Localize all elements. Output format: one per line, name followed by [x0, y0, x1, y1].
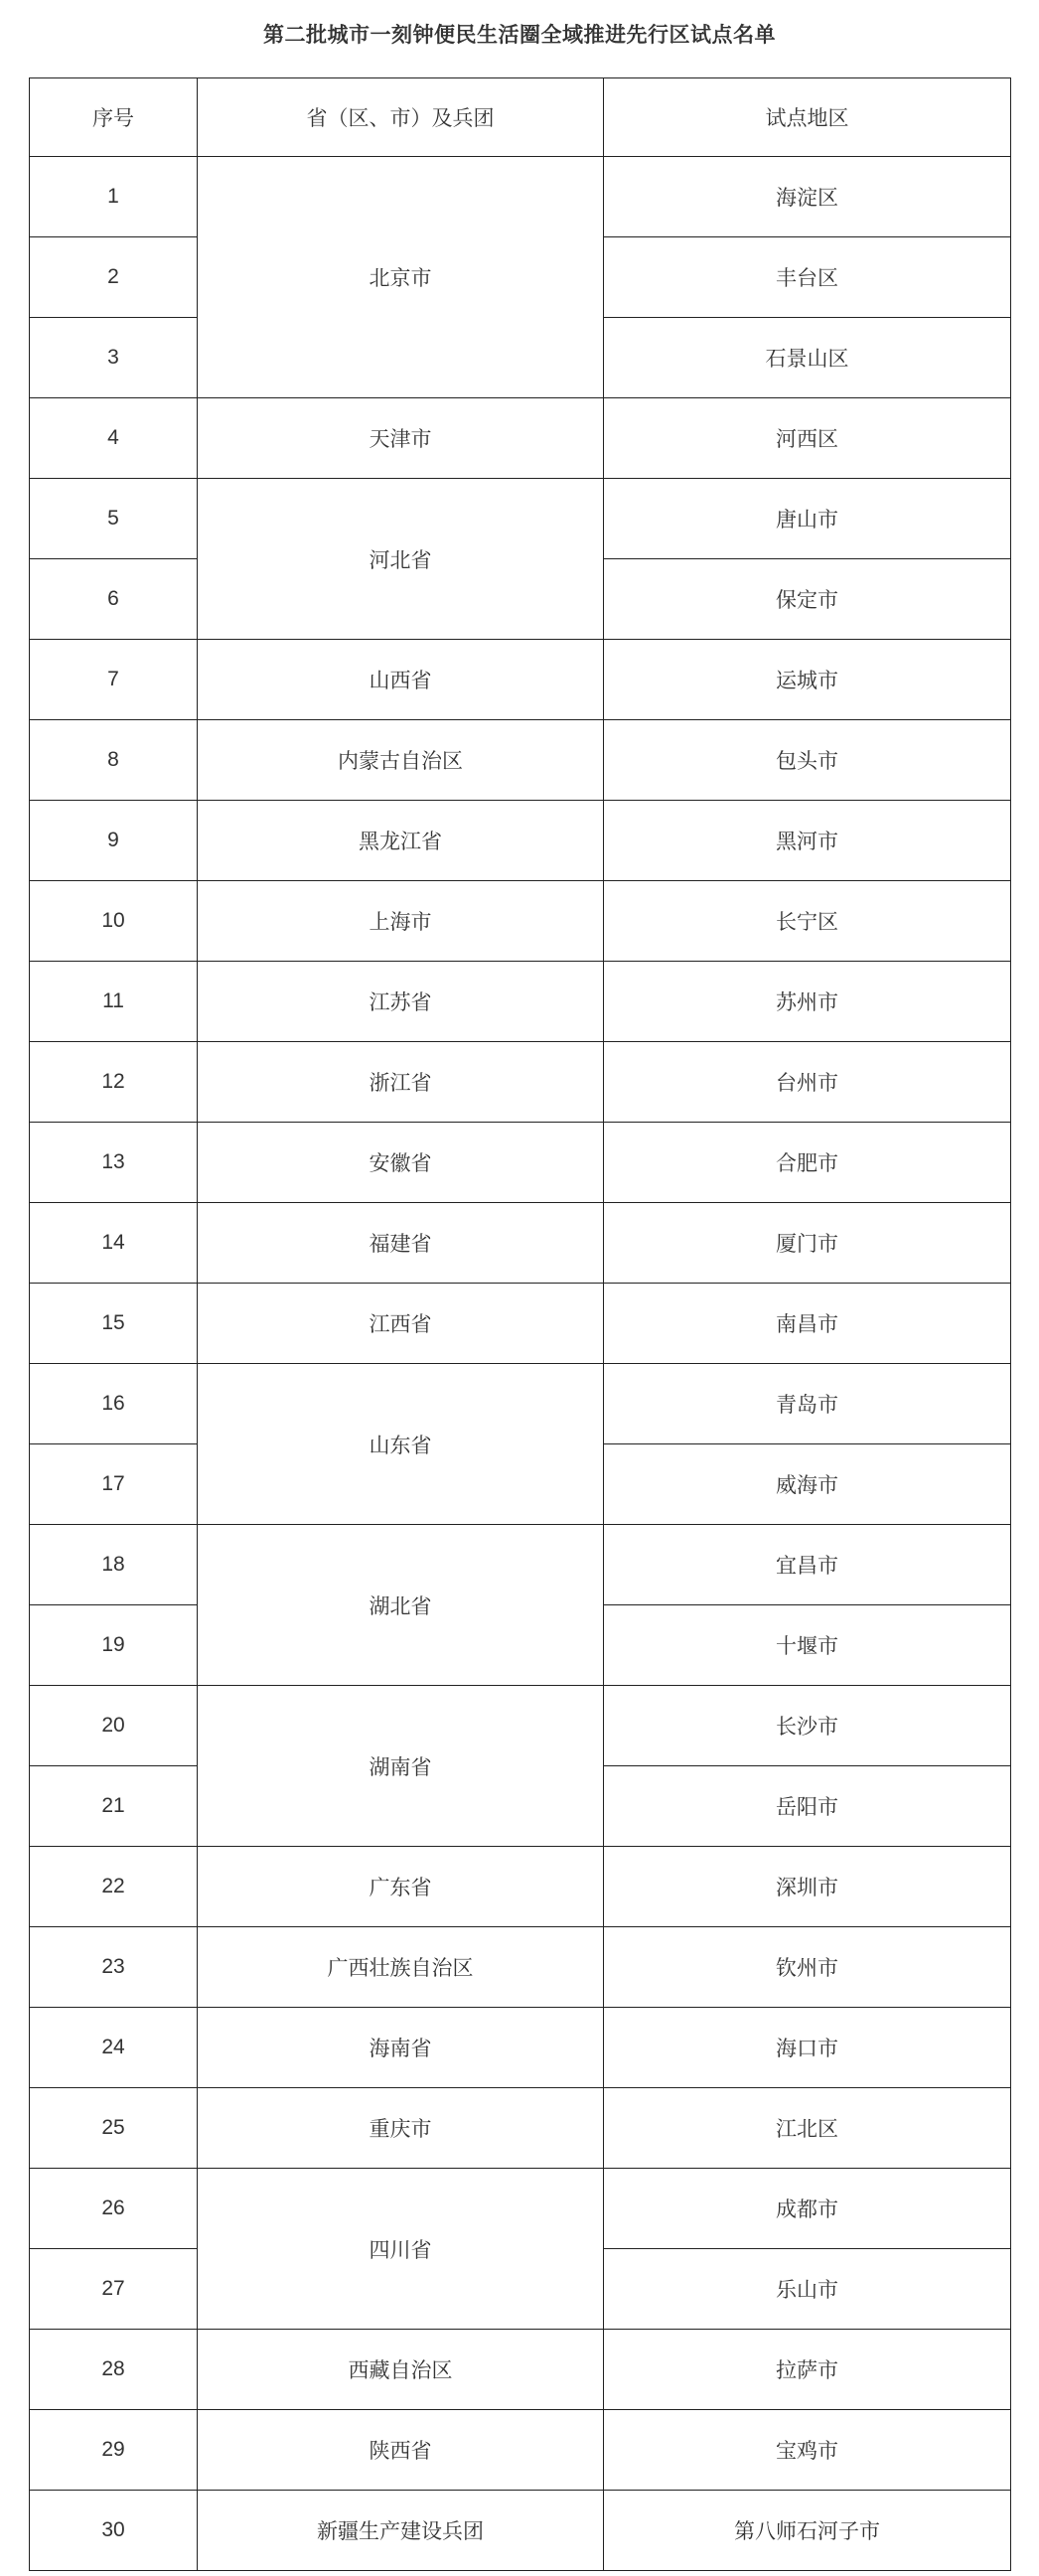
row-number-cell: 19: [30, 1605, 198, 1686]
province-cell: 北京市: [198, 157, 604, 398]
table-row: [30, 398, 1011, 479]
region-cell: 海口市: [604, 2008, 1011, 2088]
table-row: [30, 1364, 1011, 1444]
region-cell: 南昌市: [604, 1284, 1011, 1364]
region-cell: 深圳市: [604, 1847, 1011, 1927]
row-number-cell: 28: [30, 2330, 198, 2410]
row-number-cell: 23: [30, 1927, 198, 2008]
province-cell: 山西省: [198, 640, 604, 720]
region-cell: 威海市: [604, 1444, 1011, 1525]
region-cell: 唐山市: [604, 479, 1011, 559]
province-cell: 黑龙江省: [198, 801, 604, 881]
region-cell: 黑河市: [604, 801, 1011, 881]
table-row: [30, 962, 1011, 1042]
region-cell: 石景山区: [604, 318, 1011, 398]
province-cell: 广东省: [198, 1847, 604, 1927]
row-number-cell: 22: [30, 1847, 198, 1927]
province-cell: 四川省: [198, 2169, 604, 2330]
province-cell: 江苏省: [198, 962, 604, 1042]
table-row: [30, 640, 1011, 720]
province-cell: 西藏自治区: [198, 2330, 604, 2410]
region-cell: 运城市: [604, 640, 1011, 720]
table-row: [30, 2088, 1011, 2169]
region-cell: 拉萨市: [604, 2330, 1011, 2410]
region-cell: 江北区: [604, 2088, 1011, 2169]
table-row: [30, 1284, 1011, 1364]
province-cell: 福建省: [198, 1203, 604, 1284]
table-row: [30, 2491, 1011, 2571]
province-cell: 山东省: [198, 1364, 604, 1525]
region-cell: 台州市: [604, 1042, 1011, 1123]
region-cell: 海淀区: [604, 157, 1011, 237]
region-cell: 苏州市: [604, 962, 1011, 1042]
province-cell: 湖北省: [198, 1525, 604, 1686]
row-number-cell: 30: [30, 2491, 198, 2571]
province-cell: 安徽省: [198, 1123, 604, 1203]
table-row: [30, 720, 1011, 801]
page-title: 第二批城市一刻钟便民生活圈全域推进先行区试点名单: [263, 24, 776, 47]
region-cell: 岳阳市: [604, 1766, 1011, 1847]
table-row: [30, 1927, 1011, 2008]
row-number-cell: 25: [30, 2088, 198, 2169]
table-row: [30, 1686, 1011, 1766]
row-number-cell: 21: [30, 1766, 198, 1847]
row-number-cell: 26: [30, 2169, 198, 2249]
region-cell: 长宁区: [604, 881, 1011, 962]
province-cell: 天津市: [198, 398, 604, 479]
region-cell: 成都市: [604, 2169, 1011, 2249]
row-number-cell: 11: [30, 962, 198, 1042]
row-number-cell: 7: [30, 640, 198, 720]
region-cell: 合肥市: [604, 1123, 1011, 1203]
table-row: [30, 157, 1011, 237]
region-cell: 包头市: [604, 720, 1011, 801]
table-row: [30, 2410, 1011, 2491]
province-cell: 重庆市: [198, 2088, 604, 2169]
region-cell: 乐山市: [604, 2249, 1011, 2330]
table-row: [30, 2008, 1011, 2088]
table-row: [30, 881, 1011, 962]
row-number-cell: 10: [30, 881, 198, 962]
row-number-cell: 16: [30, 1364, 198, 1444]
row-number-cell: 18: [30, 1525, 198, 1605]
row-number-cell: 1: [30, 157, 198, 237]
row-number-cell: 17: [30, 1444, 198, 1525]
header-no: 序号: [30, 78, 198, 157]
province-cell: 广西壮族自治区: [198, 1927, 604, 2008]
header-row: [30, 78, 1011, 157]
table-row: [30, 2330, 1011, 2410]
province-cell: 陕西省: [198, 2410, 604, 2491]
province-cell: 上海市: [198, 881, 604, 962]
table-row: [30, 1525, 1011, 1605]
region-cell: 保定市: [604, 559, 1011, 640]
region-cell: 十堰市: [604, 1605, 1011, 1686]
table-row: [30, 1042, 1011, 1123]
row-number-cell: 24: [30, 2008, 198, 2088]
row-number-cell: 29: [30, 2410, 198, 2491]
pilot-list-table: [29, 77, 1011, 2571]
region-cell: 宜昌市: [604, 1525, 1011, 1605]
province-cell: 内蒙古自治区: [198, 720, 604, 801]
row-number-cell: 27: [30, 2249, 198, 2330]
row-number-cell: 3: [30, 318, 198, 398]
table-row: [30, 2169, 1011, 2249]
province-cell: 海南省: [198, 2008, 604, 2088]
province-cell: 河北省: [198, 479, 604, 640]
province-cell: 新疆生产建设兵团: [198, 2491, 604, 2571]
province-cell: 湖南省: [198, 1686, 604, 1847]
table-row: [30, 1203, 1011, 1284]
province-cell: 浙江省: [198, 1042, 604, 1123]
table-row: [30, 479, 1011, 559]
row-number-cell: 4: [30, 398, 198, 479]
row-number-cell: 8: [30, 720, 198, 801]
row-number-cell: 12: [30, 1042, 198, 1123]
region-cell: 第八师石河子市: [604, 2491, 1011, 2571]
row-number-cell: 5: [30, 479, 198, 559]
table-row: [30, 1123, 1011, 1203]
row-number-cell: 9: [30, 801, 198, 881]
row-number-cell: 14: [30, 1203, 198, 1284]
region-cell: 丰台区: [604, 237, 1011, 318]
row-number-cell: 2: [30, 237, 198, 318]
table-row: [30, 1847, 1011, 1927]
row-number-cell: 6: [30, 559, 198, 640]
region-cell: 厦门市: [604, 1203, 1011, 1284]
region-cell: 宝鸡市: [604, 2410, 1011, 2491]
region-cell: 青岛市: [604, 1364, 1011, 1444]
region-cell: 河西区: [604, 398, 1011, 479]
header-province: 省（区、市）及兵团: [198, 78, 604, 157]
region-cell: 钦州市: [604, 1927, 1011, 2008]
region-cell: 长沙市: [604, 1686, 1011, 1766]
province-cell: 江西省: [198, 1284, 604, 1364]
header-region: 试点地区: [604, 78, 1011, 157]
table-row: [30, 801, 1011, 881]
row-number-cell: 15: [30, 1284, 198, 1364]
row-number-cell: 20: [30, 1686, 198, 1766]
row-number-cell: 13: [30, 1123, 198, 1203]
